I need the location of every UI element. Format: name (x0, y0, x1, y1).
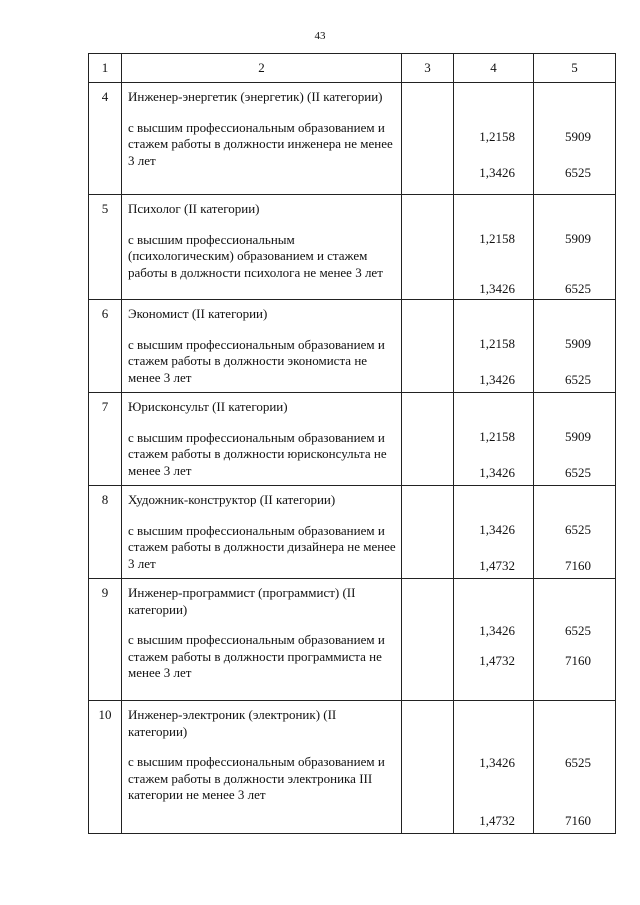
coefficient-value: 1,4732 (479, 653, 515, 668)
position-description (122, 579, 402, 701)
salary-value: 7160 (565, 653, 591, 668)
position-title: Экономист (II категории) (128, 306, 268, 321)
position-description (122, 486, 402, 579)
salary-cell (534, 195, 616, 300)
empty-cell (402, 486, 454, 579)
position-title: Инженер-энергетик (энергетик) (II категории) (128, 89, 383, 104)
coefficient-cell (454, 393, 534, 486)
header-col-2: 2 (122, 54, 402, 83)
position-description (122, 300, 402, 393)
row-number: 5 (89, 195, 122, 300)
salary-cell (534, 701, 616, 834)
table-row (89, 701, 616, 834)
header-col-4: 4 (454, 54, 534, 83)
coefficient-value: 1,3426 (479, 281, 515, 296)
position-description (122, 393, 402, 486)
qualification-text: с высшим профессиональным образованием и стажем работы в должности дизайнера не менее 3 лет (128, 522, 396, 571)
coefficient-value: 1,2158 (479, 129, 515, 144)
salary-value: 6525 (565, 755, 591, 770)
salary-cell (534, 486, 616, 579)
salary-value: 5909 (565, 231, 591, 246)
salary-cell (534, 300, 616, 393)
position-description (122, 195, 402, 300)
table-row (89, 83, 616, 195)
salary-value: 5909 (565, 336, 591, 351)
row-number: 9 (89, 579, 122, 701)
coefficient-value: 1,2158 (479, 336, 515, 351)
coefficient-value: 1,3426 (479, 372, 515, 387)
coefficient-cell (454, 486, 534, 579)
coefficient-value: 1,3426 (479, 755, 515, 770)
header-col-1: 1 (89, 54, 122, 83)
salary-value: 6525 (565, 165, 591, 180)
salary-value: 5909 (565, 429, 591, 444)
table-row (89, 300, 616, 393)
position-title: Инженер-электроник (электроник) (II категории) (128, 707, 337, 739)
salary-value: 6525 (565, 372, 591, 387)
salary-value: 6525 (565, 623, 591, 638)
empty-cell (402, 83, 454, 195)
salary-cell (534, 83, 616, 195)
qualification-text: с высшим профессиональным образованием и стажем работы в должности инженера не менее 3 лет (128, 119, 393, 168)
row-number: 6 (89, 300, 122, 393)
coefficient-value: 1,4732 (479, 813, 515, 828)
coefficient-value: 1,2158 (479, 231, 515, 246)
row-number: 7 (89, 393, 122, 486)
coefficient-cell (454, 195, 534, 300)
salary-value: 7160 (565, 813, 591, 828)
table-row (89, 195, 616, 300)
table-row (89, 579, 616, 701)
position-description (122, 83, 402, 195)
row-number: 10 (89, 701, 122, 834)
row-number: 8 (89, 486, 122, 579)
coefficient-value: 1,4732 (479, 558, 515, 573)
position-description (122, 701, 402, 834)
coefficient-value: 1,2158 (479, 429, 515, 444)
coefficient-cell (454, 701, 534, 834)
coefficient-value: 1,3426 (479, 522, 515, 537)
coefficient-cell (454, 300, 534, 393)
empty-cell (402, 579, 454, 701)
qualification-text: с высшим профессиональным образованием и стажем работы в должности электроника III категории не менее 3 лет (128, 754, 385, 802)
salary-value: 6525 (565, 522, 591, 537)
header-col-5: 5 (534, 54, 616, 83)
coefficient-value: 1,3426 (479, 165, 515, 180)
header-col-3: 3 (402, 54, 454, 83)
table-row (89, 393, 616, 486)
coefficient-value: 1,3426 (479, 465, 515, 480)
salary-value: 6525 (565, 281, 591, 296)
table-row (89, 486, 616, 579)
qualification-text: с высшим профессиональным образованием и стажем работы в должности экономиста не менее 3 лет (128, 336, 385, 385)
salary-value: 7160 (565, 558, 591, 573)
position-title: Художник-конструктор (II категории) (128, 492, 336, 507)
salary-cell (534, 393, 616, 486)
qualification-text: с высшим профессиональным образованием и стажем работы в должности программиста не менее 3 лет (128, 632, 385, 680)
empty-cell (402, 393, 454, 486)
position-title: Юрисконсульт (II категории) (128, 399, 288, 414)
salary-value: 6525 (565, 465, 591, 480)
position-title: Психолог (II категории) (128, 201, 260, 216)
coefficient-value: 1,3426 (479, 623, 515, 638)
qualification-text: с высшим профессиональным образованием и стажем работы в должности юрисконсульта не менее 3 лет (128, 429, 387, 478)
row-number: 4 (89, 83, 122, 195)
position-title: Инженер-программист (программист) (II категории) (128, 585, 356, 617)
qualification-text: с высшим профессиональным (психологическим) образованием и стажем работы в должности психолога не менее 3 лет (128, 231, 383, 280)
coefficient-cell (454, 579, 534, 701)
empty-cell (402, 195, 454, 300)
coefficient-cell (454, 83, 534, 195)
header-row (89, 54, 616, 83)
empty-cell (402, 701, 454, 834)
empty-cell (402, 300, 454, 393)
salary-value: 5909 (565, 129, 591, 144)
salary-table (88, 53, 616, 834)
page-number: 43 (314, 30, 326, 42)
salary-cell (534, 579, 616, 701)
